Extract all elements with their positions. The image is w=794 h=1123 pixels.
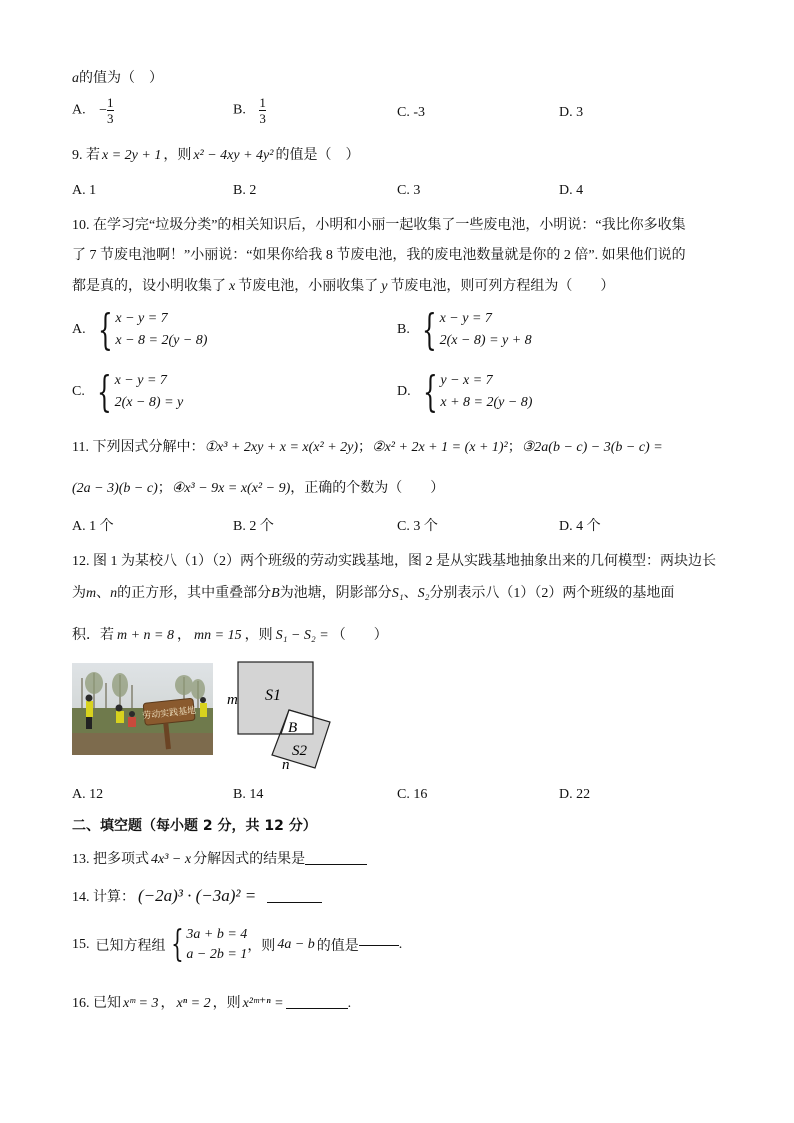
q12-line3: 积．若 m + n = 8 ， mn = 15 ，则 S₁ − S₂ = （ ）: [72, 628, 388, 643]
photo-sign-text: 劳动实践基地: [141, 705, 197, 722]
q8-variable: a: [72, 71, 79, 86]
q14-answer-blank[interactable]: [267, 902, 322, 903]
q11-option-d: D. 4 个: [559, 519, 601, 534]
q11-line1: 11. 下列因式分解中：①x³ + 2xy + x = x(x² + 2y)；②x² + 2x + 1 = (x + 1)²；③2a(b − c) − 3(b − c) =: [72, 440, 663, 455]
q9-option-b: B. 2: [233, 183, 257, 198]
label-b: B: [288, 720, 298, 736]
q9-option-d: D. 4: [559, 183, 584, 198]
label-n: n: [282, 757, 290, 773]
q8-stem-tail: a的值为（ ）: [72, 71, 163, 86]
q8-option-b: B. $\frac{1}{3}$: [233, 95, 266, 126]
label-s1: S1: [265, 687, 281, 704]
q10-line1: 10. 在学习完“垃圾分类”的相关知识后，小明和小丽一起收集了一些废电池，小明说：“我比你多收集: [72, 218, 686, 233]
q13-stem: 13. 把多项式 4x³ − x 分解因式的结果是: [72, 848, 367, 868]
q8-option-d: D. 3: [559, 105, 584, 120]
q12-option-b: B. 14: [233, 787, 264, 802]
q8-fraction-b: $\frac{1}{3}$: [259, 95, 266, 126]
q13-answer-blank[interactable]: [305, 864, 367, 865]
q8-option-a: A. − $\frac{1}{3}$: [72, 95, 114, 126]
section-heading-fill-in: 二、填空题（每小题 2 分，共 12 分）: [72, 818, 317, 834]
q15-stem: 15. 已知方程组 { 3a + b = 4 a − 2b = 1 ，则 4a − b 的值是 .: [72, 924, 403, 965]
q15-answer-blank[interactable]: [359, 945, 399, 946]
squares-model: [215, 658, 340, 773]
q12-option-c: C. 16: [397, 787, 428, 802]
q16-stem: 16. 已知 xᵐ = 3 ， xⁿ = 2 ，则 x²ᵐ⁺ⁿ = .: [72, 996, 352, 1011]
q12-photo-figure1: [72, 663, 213, 755]
q10-option-d: D. { y − x = 7 x + 8 = 2(y − 8): [397, 367, 533, 416]
q12-option-a: A. 12: [72, 787, 104, 802]
q12-geometry-figure2: [215, 658, 340, 773]
q11-option-b: B. 2 个: [233, 519, 274, 534]
q10-line2: 了 7 节废电池啊！”小丽说：“如果你给我 8 节废电池，我的废电池数量就是你的 2 倍”. 如果他们说的: [72, 248, 686, 263]
q12-line1: 12. 图 1 为某校八（1）（2）两个班级的劳动实践基地，图 2 是从实践基地抽象出来的几何模型：两块边长: [72, 554, 716, 569]
q10-option-b: B. { x − y = 7 2(x − 8) = y + 8: [397, 305, 532, 354]
q9-option-a: A. 1: [72, 183, 97, 198]
q8-fraction-a: $\frac{1}{3}$: [107, 95, 114, 126]
q14-stem: 14. 计算： (−2a)³ · (−3a)² =: [72, 886, 322, 906]
q9-stem: 9. 若 x = 2y + 1 ，则 x² − 4xy + 4y² 的值是（ ）: [72, 148, 360, 163]
q12-line2: 为m、n的正方形，其中重叠部分B为池塘，阴影部分S₁、S₂分别表示八（1）（2）两个班级的基地面: [72, 586, 675, 601]
label-m: m: [227, 692, 238, 708]
label-s2: S2: [292, 743, 307, 759]
q11-line2: (2a − 3)(b − c)；④x³ − 9x = x(x² − 9)，正确的个数为（ ）: [72, 481, 445, 496]
q9-option-c: C. 3: [397, 183, 421, 198]
labor-practice-base-photo: [72, 663, 213, 755]
q12-option-d: D. 22: [559, 787, 591, 802]
q11-option-a: A. 1 个: [72, 519, 114, 534]
q10-line3: 都是真的，设小明收集了 x 节废电池，小丽收集了 y 节废电池，则可列方程组为（ ）: [72, 279, 615, 294]
q11-option-c: C. 3 个: [397, 519, 438, 534]
q10-option-a: A. { x − y = 7 x − 8 = 2(y − 8): [72, 305, 208, 354]
q10-option-c: C. { x − y = 7 2(x − 8) = y: [72, 367, 184, 416]
q16-answer-blank[interactable]: [286, 1008, 348, 1009]
q8-option-c: C. -3: [397, 105, 426, 120]
